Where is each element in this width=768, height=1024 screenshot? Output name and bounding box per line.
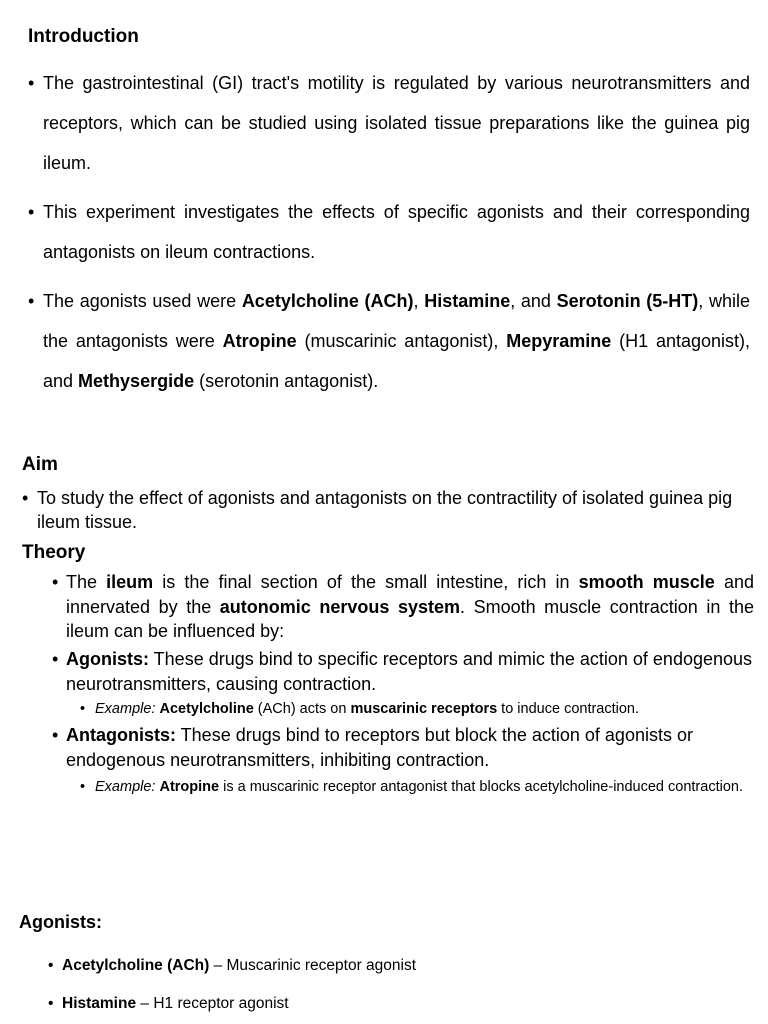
agonists-heading: Agonists: — [19, 912, 102, 932]
theory-text-1: The ileum is the final section of the small intestine, rich in smooth muscle and innervated by the autonomic nervous system. Smooth muscle contraction in the ileum can be influenced by: — [66, 572, 754, 641]
drug-mepyramine: Mepyramine — [506, 331, 612, 351]
drug-methysergide: Methysergide — [78, 371, 195, 391]
bullet-icon: • — [28, 73, 35, 93]
theory-text-antagonists: Antagonists: These drugs bind to receptors but block the action of agonists or endogenous neurotransmitters, inhibiting contraction. — [66, 725, 693, 770]
drug-serotonin: Serotonin (5-HT) — [556, 291, 699, 311]
aim-bullet — [22, 486, 750, 534]
example-acetylcholine — [80, 699, 754, 719]
drug-histamine: Histamine — [424, 291, 511, 311]
bullet-icon: • — [52, 649, 59, 669]
theory-bullet-antagonists — [52, 723, 754, 772]
intro-text-1: The gastrointestinal (GI) tract's motility is regulated by various neurotransmitters and receptors, which can be studied using isolated tissue preparations like the guinea pig ileum. — [43, 73, 750, 173]
introduction-heading: Introduction — [28, 26, 139, 47]
agonist-item-histamine — [48, 994, 289, 1014]
agonist-name: Acetylcholine (ACh) — [62, 957, 210, 974]
example-text-2: Example: Atropine is a muscarinic receptor antagonist that blocks acetylcholine-induced contraction. — [95, 779, 743, 795]
intro-text-3: The agonists used were Acetylcholine (ACh), Histamine, and Serotonin (5-HT), while the antagonists were Atropine (muscarinic antagonist), Mepyramine (H1 antagonist), and Methysergide (serotonin antagonist). — [43, 291, 751, 391]
theory-bullet-1 — [52, 570, 754, 644]
agonist-desc: – Muscarinic receptor agonist — [209, 957, 417, 974]
bullet-icon: • — [28, 202, 35, 222]
theory-bullet-agonists — [52, 647, 754, 696]
theory-heading: Theory — [22, 542, 86, 563]
bullet-icon: • — [28, 291, 35, 311]
bullet-icon: • — [80, 779, 86, 795]
bullet-icon: • — [52, 572, 59, 592]
intro-bullet-2 — [28, 192, 750, 272]
bullet-icon: • — [80, 701, 86, 717]
drug-atropine: Atropine — [222, 331, 297, 351]
agonist-item-acetylcholine — [48, 956, 416, 976]
agonist-desc: – H1 receptor agonist — [136, 995, 289, 1012]
example-atropine — [80, 777, 754, 797]
intro-bullet-3 — [28, 281, 750, 401]
aim-heading: Aim — [22, 454, 58, 475]
intro-bullet-1 — [28, 63, 750, 183]
intro-text-2: This experiment investigates the effects of specific agonists and their corresponding antagonists on ileum contractions. — [43, 202, 750, 262]
bullet-icon: • — [52, 725, 59, 745]
bullet-icon: • — [22, 488, 29, 508]
bullet-icon: • — [48, 995, 54, 1012]
theory-text-agonists: Agonists: These drugs bind to specific receptors and mimic the action of endogenous neurotransmitters, causing contraction. — [66, 649, 753, 694]
bullet-icon: • — [48, 957, 54, 974]
aim-text: To study the effect of agonists and antagonists on the contractility of isolated guinea pig ileum tissue. — [37, 488, 733, 532]
drug-acetylcholine: Acetylcholine (ACh) — [241, 291, 414, 311]
agonist-name: Histamine — [62, 995, 137, 1012]
example-text-1: Example: Acetylcholine (ACh) acts on muscarinic receptors to induce contraction. — [95, 701, 640, 717]
